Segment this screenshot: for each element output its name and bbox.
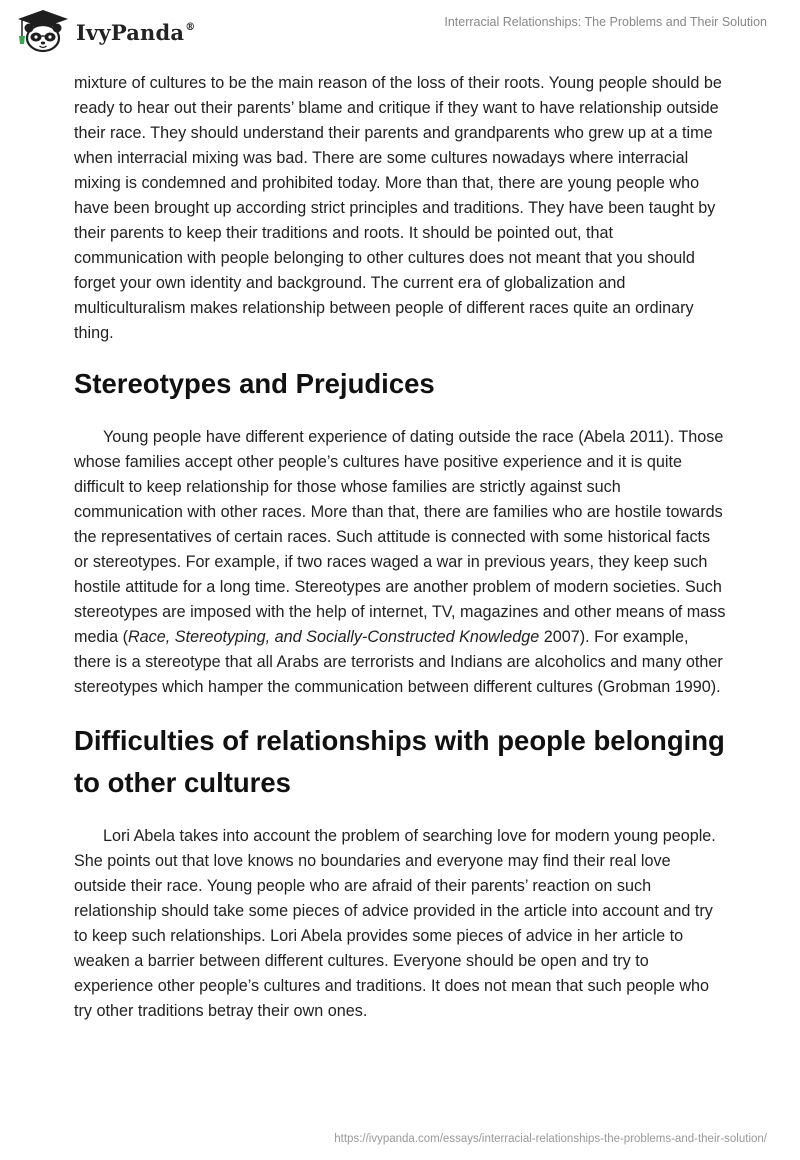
source-url[interactable]: https://ivypanda.com/essays/interracial-relationships-the-problems-and-their-solution/	[334, 1133, 767, 1145]
page-header	[0, 0, 800, 60]
paragraph-difficulties: Lori Abela takes into account the problem of searching love for modern young people. She points out that love knows no boundaries and everyone may find their real love outside their race. Young people who are afraid of their parents’ reaction on such relationship should take some pieces of advice provided in the article into account and try to keep such relationships. Lori Abela provides some pieces of advice in her article to weaken a barrier between different cultures. Everyone should be open and try to experience other people’s cultures and traditions. It does not mean that such people who try other traditions betray their own ones.	[74, 827, 716, 1020]
paragraph-continuation: mixture of cultures to be the main reason of the loss of their roots. Young people should be ready to hear out their parents’ blame and critique if they want to have relationship outside their race. They should understand their parents and grandparents who grew up at a time when interracial mixing was bad. There are some cultures nowadays where interracial mixing is condemned and prohibited today. More than that, there are young people who have been brought up according strict principles and traditions. They have been taught by their parents to keep their traditions and roots. It should be pointed out, that communication with people belonging to other cultures does not meant that you should forget your own identity and background. The current era of globalization and multiculturalism makes relationship between people of different races quite an ordinary thing.	[74, 74, 722, 342]
ivypanda-logo[interactable]	[14, 8, 204, 56]
logo-wordmark: IvyPanda®	[76, 20, 196, 45]
document-title: Interracial Relationships: The Problems and Their Solution	[444, 15, 767, 29]
panda-graduate-icon	[14, 8, 72, 54]
paragraph-stereotypes: Young people have different experience of dating outside the race (Abela 2011). Those whose families accept other people’s cultures have positive experience and it is quite difficult to keep relationship for those whose families are strictly against such communication with other races. More than that, there are families who are hostile towards the representatives of certain races. Such attitude is connected with some historical facts or stereotypes. For example, if two races waged a war in previous years, they keep such hostile attitude for a long time. Stereotypes are another problem of modern societies. Such stereotypes are imposed with the help of internet, TV, magazines and other means of mass media (Race, Stereotyping, and Socially-Constructed Knowledge 2007). For example, there is a stereotype that all Arabs are terrorists and Indians are alcoholics and many other stereotypes which hamper the communication between different cultures (Grobman 1990).	[74, 428, 726, 696]
section-heading-stereotypes: Stereotypes and Prejudices	[74, 368, 435, 399]
cited-work-title: Race, Stereotyping, and Socially-Constructed Knowledge	[127, 628, 540, 646]
section-heading-difficulties: Difficulties of relationships with people belonging to other cultures	[74, 725, 725, 798]
essay-body	[74, 71, 726, 1024]
